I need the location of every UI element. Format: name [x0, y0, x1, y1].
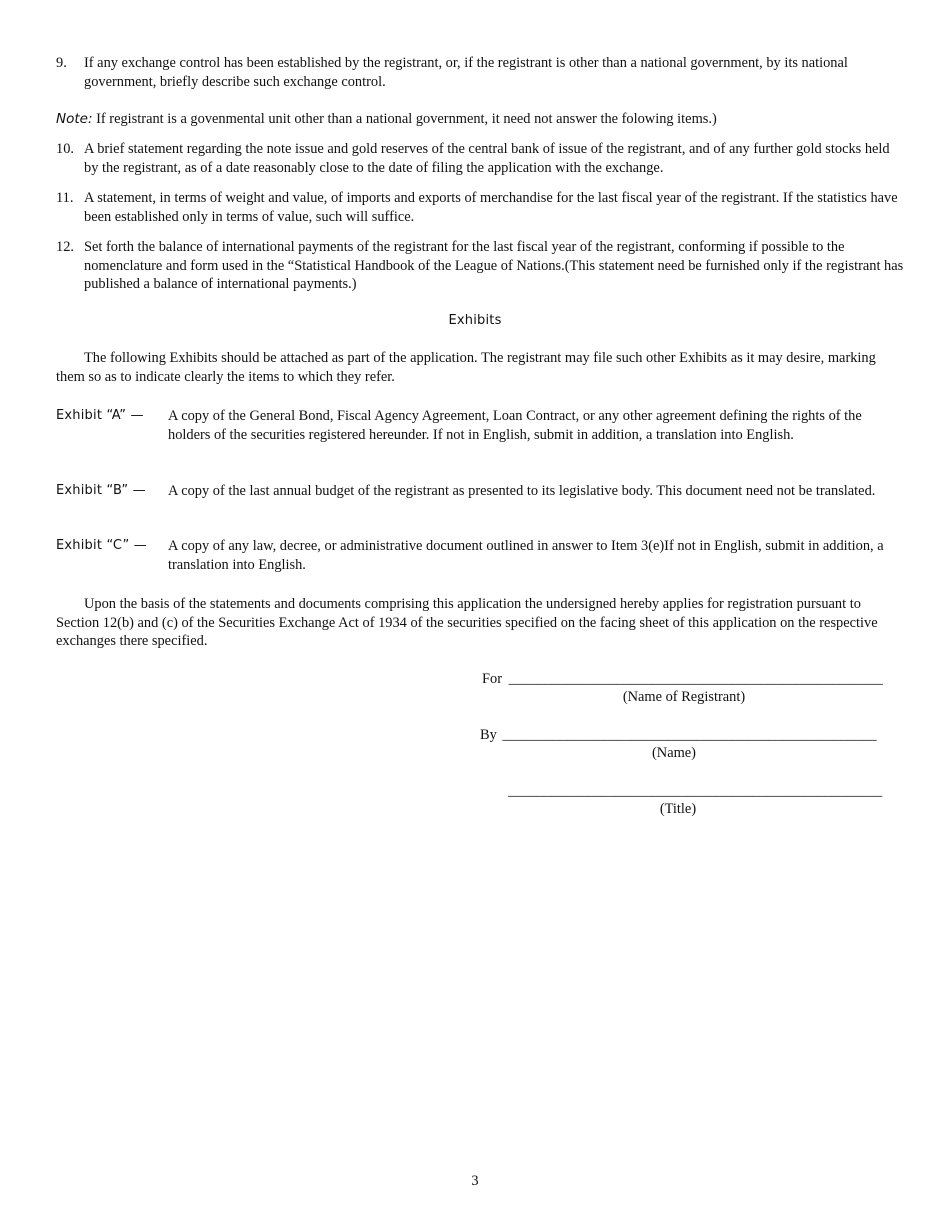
name-caption: (Name)	[652, 745, 696, 761]
by-blank[interactable]: ____________________________________________________	[502, 727, 877, 743]
exhibit-label: Exhibit “C” —	[56, 538, 147, 553]
note-text: If registrant is a govenmental unit other than a national government, it need not answer the folowing items.)	[96, 111, 717, 127]
item-number: 9.	[56, 55, 67, 71]
by-label: By	[480, 727, 497, 743]
exhibit-c	[56, 537, 906, 574]
item-12	[56, 238, 906, 294]
exhibit-label: Exhibit “B” —	[56, 483, 146, 498]
for-blank[interactable]: ____________________________________________________	[508, 671, 883, 687]
title-blank[interactable]: ____________________________________________________	[508, 783, 883, 799]
exhibit-label: Exhibit “A” —	[56, 408, 144, 423]
item-number: 11.	[56, 190, 74, 206]
exhibit-a	[56, 407, 906, 444]
page-number: 3	[471, 1173, 479, 1189]
exhibits-heading: Exhibits	[448, 313, 502, 328]
exhibit-b	[56, 482, 906, 501]
title-caption: (Title)	[659, 801, 697, 817]
by-signature-line[interactable]	[480, 726, 877, 745]
item-text: A statement, in terms of weight and value, of imports and exports of merchandise for the last fiscal year of the registrant. If the statistics have been established only in terms of value, such will suffice.	[84, 190, 898, 225]
exhibit-text: A copy of the last annual budget of the registrant as presented to its legislative body. This document need not be translated.	[168, 483, 876, 499]
name-of-registrant-caption: (Name of Registrant)	[622, 689, 746, 705]
item-9	[56, 54, 906, 91]
note-label: Note:	[56, 111, 93, 127]
item-number: 10.	[56, 141, 74, 157]
exhibits-intro: The following Exhibits should be attached as part of the application. The registrant may file such other Exhibits as it may desire, marking them so as to indicate clearly the items to which they refer.	[56, 350, 876, 385]
exhibit-text: A copy of any law, decree, or administrative document outlined in answer to Item 3(e)If not in English, submit in addition, a translation into English.	[168, 538, 884, 573]
exhibit-text: A copy of the General Bond, Fiscal Agency Agreement, Loan Contract, or any other agreement defining the rights of the holders of the securities registered hereunder. If not in English, submit in addition, a translation into English.	[168, 408, 862, 443]
for-signature-line[interactable]	[482, 670, 883, 689]
item-11	[56, 189, 906, 226]
item-text: Set forth the balance of international payments of the registrant for the last fiscal year of the registrant, conforming if possible to the nomenclature and form used in the “Statistical Handbook of the League of Nations.(This statement need be furnished only if the registrant has published a balance of international payments.)	[84, 239, 904, 292]
item-10	[56, 140, 906, 177]
note	[56, 110, 906, 129]
item-text: A brief statement regarding the note issue and gold reserves of the central bank of issue of the registrant, and of any further gold stocks held by the registrant, as of a date reasonably close to the date of filing the application with the exchange.	[84, 141, 890, 176]
item-number: 12.	[56, 239, 74, 255]
title-signature-line[interactable]	[508, 782, 882, 801]
closing-paragraph: Upon the basis of the statements and documents comprising this application the undersigned hereby applies for registration pursuant to Section 12(b) and (c) of the Securities Exchange Act of 1934 of the securities specified on the facing sheet of this application on the respective exchanges there specified.	[56, 596, 878, 649]
for-label: For	[482, 671, 502, 687]
item-text: If any exchange control has been established by the registrant, or, if the registrant is other than a national government, by its national government, briefly describe such exchange control.	[84, 55, 848, 90]
